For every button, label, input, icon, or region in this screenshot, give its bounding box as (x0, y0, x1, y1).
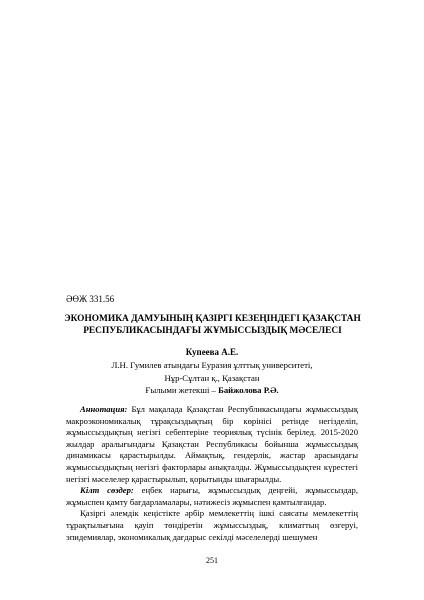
supervisor-line (66, 385, 358, 395)
keywords-label: Кілт сөздер: (80, 485, 134, 496)
abstract-text: Бұл мақалада Қазақстан Республикасындағы жұмыссыздық макроэкономикалық тұрақсыздықтың бір көрінісі ретінде негізделіп, жұмыссыздықтың негізгі себептеріне теориялық түсінік берілед. 2015-2020 жылдар аралығындағы Қазақстан Республикасы бойынша жұмыссыздық динамикасы қарастырылды. Аймақтық, гендерлік, жастар арасындағы жұмыссыздықтың негізгі факторлары анықталды. Жұмыссыздықтен күрестегі негізгі мәселелер қарастырылып, қорытынды шығарылды. (66, 404, 358, 484)
keywords-text: еңбек нарығы, жұмыссыздық деңгейі, жұмыссыздар, жұмыспен қамту бағдарламалары, нәтижесіз жұмыспен қамтылғандар. (66, 485, 359, 507)
udk-code: ӘӨЖ 331.56 (66, 294, 115, 304)
affiliation-university: Л.Н. Гумилев атындағы Еуразия ұлттық университеті, (111, 360, 313, 370)
title-line-1: ЭКОНОМИКА ДАМУЫНЫҢ ҚАЗІРГІ КЕЗЕҢІНДЕГІ ҚАЗАҚСТАН (64, 314, 361, 324)
article-body (66, 404, 358, 543)
affiliation-city: Нұр-Сұлтан қ., Қазақстан (164, 373, 260, 383)
author-name: Купеева А.Е. (185, 347, 239, 357)
supervisor-prefix: Ғылыми жетекші – (145, 385, 219, 395)
article-title (60, 313, 365, 337)
page-number: 251 (206, 556, 218, 565)
supervisor-name: Байжолова Р.Ә. (218, 385, 279, 395)
abstract-label: Аннотация: (80, 404, 128, 414)
intro-paragraph: Қазіргі әлемдік кеңістікте әрбір мемлекеттің ішкі саясаты мемлекеттің тұрақтылығына қауіп төндіретін жұмыссыздық, климаттың өзгеруі, эпидемиялар, экономикалық дағдарыс секілді мәселелерді шешумен (66, 508, 358, 542)
keywords-paragraph (66, 485, 358, 508)
title-line-2: РЕСПУБЛИКАСЫНДАҒЫ ЖҰМЫССЫЗДЫҚ МӘСЕЛЕСІ (83, 326, 342, 336)
abstract-paragraph (66, 404, 358, 485)
